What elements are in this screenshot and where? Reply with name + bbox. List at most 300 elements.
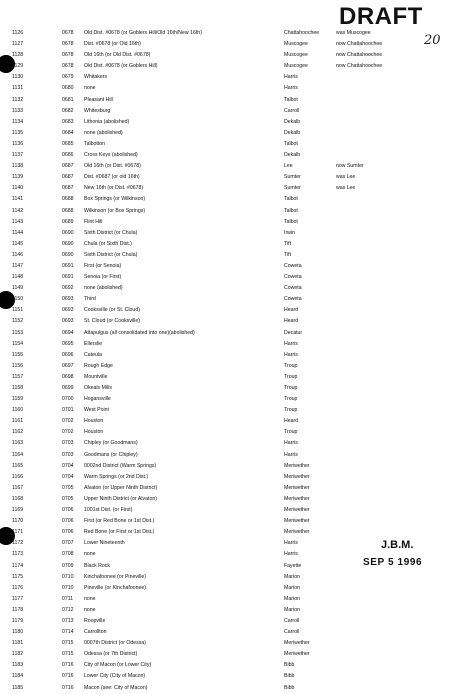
district-number: 0703 <box>62 451 74 458</box>
row-id: 1131 <box>12 85 24 92</box>
table-row <box>0 172 456 183</box>
county-name: Harris <box>284 540 298 547</box>
row-id: 1163 <box>12 440 24 447</box>
county-name: Harris <box>284 551 298 558</box>
district-number: 0691 <box>62 274 74 281</box>
county-name: Talbot <box>284 96 298 103</box>
district-number: 0679 <box>62 74 74 81</box>
district-name: none <box>84 551 96 558</box>
district-number: 0702 <box>62 418 74 425</box>
district-name: Cooksville (or St. Cloud) <box>84 307 140 314</box>
row-id: 1170 <box>12 518 24 525</box>
county-name: Meriwether <box>284 473 310 480</box>
county-note: was Muscogee <box>336 30 371 36</box>
county-note: was Lee <box>336 174 356 181</box>
district-number: 0682 <box>62 107 74 114</box>
row-id: 1133 <box>12 107 24 114</box>
county-name: Muscogee <box>284 63 308 70</box>
district-number: 0716 <box>62 662 74 669</box>
district-name: Old 16th (or Dist. #0678) <box>84 163 141 170</box>
county-name: Chattahoochee <box>284 30 320 36</box>
district-name: Cateula <box>84 351 102 358</box>
row-id: 1179 <box>12 617 24 624</box>
row-id: 1143 <box>12 218 24 225</box>
district-number: 0696 <box>62 351 74 358</box>
row-id: 1182 <box>12 651 24 658</box>
table-row <box>0 250 456 261</box>
stamp-initials: J.B.M. <box>381 539 414 551</box>
county-name: Decatur <box>284 329 303 336</box>
district-number: 0678 <box>62 30 74 36</box>
table-row <box>0 150 456 161</box>
county-name: Marion <box>284 606 300 613</box>
row-id: 1181 <box>12 640 24 647</box>
row-id: 1155 <box>12 351 24 358</box>
table-row <box>0 572 456 583</box>
row-id: 1160 <box>12 407 24 414</box>
county-name: Coweta <box>284 262 302 269</box>
row-id: 1149 <box>12 285 24 292</box>
district-name: Ellerslie <box>84 340 103 347</box>
district-name: Roopville <box>84 617 106 624</box>
table-row <box>0 228 456 239</box>
district-number: 0715 <box>62 651 74 658</box>
county-name: Lee <box>284 163 293 170</box>
county-name: Talbot <box>284 140 298 147</box>
county-name: Sumter <box>284 174 301 181</box>
county-name: Fayette <box>284 562 302 569</box>
county-name: Dekalb <box>284 129 301 136</box>
table-row <box>0 305 456 316</box>
county-name: Coweta <box>284 296 302 303</box>
district-number: 0678 <box>62 41 74 48</box>
row-id: 1176 <box>12 584 24 591</box>
district-name: St. Cloud (or Cooksville) <box>84 318 140 325</box>
table-row <box>0 671 456 682</box>
row-id: 1152 <box>12 318 24 325</box>
county-name: Tift <box>284 240 292 247</box>
table-row <box>0 472 456 483</box>
district-name: Dist. #0687 (or old 16th) <box>84 174 140 181</box>
district-name: none (abolished) <box>84 285 123 292</box>
row-id: 1162 <box>12 429 24 436</box>
row-id: 1165 <box>12 462 24 469</box>
table-row <box>0 61 456 72</box>
table-row <box>0 283 456 294</box>
district-name: Attapulgus (all consolidated into one)(abolished) <box>84 329 195 336</box>
row-id: 1159 <box>12 396 24 403</box>
county-name: Meriwether <box>284 462 310 469</box>
district-name: 0002nd District (Warm Springs) <box>84 462 157 469</box>
row-id: 1141 <box>12 196 24 203</box>
county-name: Marion <box>284 595 300 602</box>
table-row <box>0 594 456 605</box>
district-name: Chipley (or Goodmans) <box>84 440 138 447</box>
district-number: 0704 <box>62 462 74 469</box>
district-name: none (abolished) <box>84 129 123 136</box>
county-name: Troup <box>284 385 298 391</box>
table-row <box>0 106 456 117</box>
district-number: 0701 <box>62 407 74 414</box>
district-name: Lithonia (abolished) <box>84 118 130 125</box>
table-row <box>0 438 456 449</box>
county-name: Coweta <box>284 274 302 281</box>
district-name: First (or Senoia) <box>84 262 122 269</box>
table-row <box>0 361 456 372</box>
district-name: none <box>84 85 96 92</box>
district-number: 0705 <box>62 495 74 502</box>
row-id: 1171 <box>12 529 24 536</box>
county-name: Carroll <box>284 617 300 624</box>
district-name: First (or Red Bone or 1st Dist.) <box>84 518 155 525</box>
table-row <box>0 483 456 494</box>
district-name: Flint Hill <box>84 218 103 225</box>
district-name: New 16th (or Dist. #0678) <box>84 185 144 192</box>
county-name: Meriwether <box>284 651 310 658</box>
row-id: 1169 <box>12 507 24 514</box>
county-name: Talbot <box>284 218 298 225</box>
row-id: 1137 <box>12 152 24 159</box>
district-number: 0678 <box>62 52 74 59</box>
district-name: Pleasant Hill <box>84 96 113 103</box>
county-name: Sumter <box>284 185 301 192</box>
table-row <box>0 239 456 250</box>
table-row <box>0 50 456 61</box>
district-number: 0693 <box>62 296 74 303</box>
table-row <box>0 261 456 272</box>
district-number: 0690 <box>62 229 74 236</box>
county-name: Harris <box>284 440 298 447</box>
table-row <box>0 461 456 472</box>
county-name: Marion <box>284 584 300 591</box>
handwritten-page-number: 20 <box>424 33 441 48</box>
district-number: 0687 <box>62 163 74 170</box>
district-name: Chula (or Sixth Dist.) <box>84 240 132 247</box>
district-number: 0709 <box>62 562 74 569</box>
district-number: 0695 <box>62 340 74 347</box>
county-name: Carroll <box>284 107 300 114</box>
district-name: Rough Edge <box>84 362 113 369</box>
district-name: Talbotton <box>84 140 106 147</box>
table-row <box>0 83 456 94</box>
district-number: 0706 <box>62 529 74 536</box>
table-row <box>0 161 456 172</box>
county-name: Meriwether <box>284 518 310 525</box>
district-number: 0699 <box>62 385 74 391</box>
table-row <box>0 416 456 427</box>
row-id: 1157 <box>12 373 24 380</box>
district-number: 0716 <box>62 673 74 680</box>
district-name: Upper Ninth District (or Alvaton) <box>84 495 157 502</box>
county-name: Muscogee <box>284 52 308 59</box>
county-name: Meriwether <box>284 495 310 502</box>
county-name: Troup <box>284 396 298 403</box>
county-name: Bibb <box>284 662 295 669</box>
row-id: 1166 <box>12 473 24 480</box>
district-name: Lower City (City of Macon) <box>84 673 146 680</box>
district-name: Hogansville <box>84 396 111 403</box>
row-id: 1168 <box>12 495 24 502</box>
row-id: 1126 <box>12 30 24 36</box>
table-row <box>0 527 456 538</box>
county-name: Carroll <box>284 629 300 636</box>
district-number: 0706 <box>62 518 74 525</box>
row-id: 1153 <box>12 329 24 336</box>
table-row <box>0 394 456 405</box>
row-id: 1140 <box>12 185 24 192</box>
county-note: was Lee <box>336 185 356 192</box>
table-row <box>0 405 456 416</box>
county-name: Coweta <box>284 285 302 292</box>
district-name: Old Dist. #0678 (or Goblers Hill) <box>84 63 158 70</box>
county-name: Troup <box>284 407 298 414</box>
district-number: 0712 <box>62 606 74 613</box>
row-id: 1178 <box>12 606 24 613</box>
table-row <box>0 72 456 83</box>
district-name: Sixth District (or Chula) <box>84 229 138 236</box>
county-name: Harris <box>284 340 298 347</box>
county-name: Talbot <box>284 207 298 214</box>
county-name: Troup <box>284 362 298 369</box>
district-name: Okeals Mills <box>84 385 112 391</box>
row-id: 1150 <box>12 296 24 303</box>
table-row <box>0 194 456 205</box>
row-id: 1138 <box>12 163 24 170</box>
district-number: 0691 <box>62 262 74 269</box>
row-id: 1154 <box>12 340 24 347</box>
table-row <box>0 206 456 217</box>
district-number: 0703 <box>62 440 74 447</box>
row-id: 1130 <box>12 74 24 81</box>
district-name: Odessa (or 7th District) <box>84 651 138 658</box>
row-id: 1145 <box>12 240 24 247</box>
county-name: Bibb <box>284 673 295 680</box>
district-name: Alvaton (or Upper Ninth District) <box>84 484 158 491</box>
table-row <box>0 494 456 505</box>
district-number: 0698 <box>62 373 74 380</box>
district-number: 0704 <box>62 473 74 480</box>
district-number: 0687 <box>62 174 74 181</box>
table-row <box>0 649 456 660</box>
row-id: 1135 <box>12 129 24 136</box>
county-name: Heard <box>284 318 299 325</box>
county-name: Tift <box>284 251 292 258</box>
county-note: now Chattahoochee <box>336 63 383 70</box>
row-id: 1174 <box>12 562 24 569</box>
district-number: 0694 <box>62 329 74 336</box>
district-number: 0680 <box>62 85 74 92</box>
county-name: Troup <box>284 373 298 380</box>
district-number: 0706 <box>62 507 74 514</box>
district-number: 0689 <box>62 218 74 225</box>
district-number: 0708 <box>62 551 74 558</box>
county-name: Harris <box>284 451 298 458</box>
district-name: Whitakers <box>84 74 108 81</box>
district-name: City of Macon (or Lower City) <box>84 662 152 669</box>
row-id: 1144 <box>12 229 24 236</box>
district-number: 0688 <box>62 196 74 203</box>
row-id: 1139 <box>12 174 24 181</box>
table-row <box>0 183 456 194</box>
table-row <box>0 95 456 106</box>
district-name: Kinchafoonee (or Pineville) <box>84 573 146 580</box>
district-number: 0715 <box>62 640 74 647</box>
table-row <box>0 505 456 516</box>
district-name: Whitesburg <box>84 107 111 114</box>
district-number: 0710 <box>62 573 74 580</box>
district-number: 0693 <box>62 318 74 325</box>
row-id: 1156 <box>12 362 24 369</box>
county-name: Talbot <box>284 196 298 203</box>
county-name: Bibb <box>284 684 295 691</box>
district-number: 0687 <box>62 185 74 192</box>
district-number: 0707 <box>62 540 74 547</box>
district-number: 0692 <box>62 285 74 292</box>
table-row <box>0 516 456 527</box>
county-name: Troup <box>284 429 298 436</box>
district-name: none <box>84 606 96 613</box>
district-name: Old 16th (or Old Dist. #0678) <box>84 52 151 59</box>
row-id: 1146 <box>12 251 24 258</box>
district-number: 0716 <box>62 684 74 691</box>
district-name: Goodmans (or Chipley) <box>84 451 138 458</box>
county-name: Dekalb <box>284 118 301 125</box>
district-number: 0685 <box>62 140 74 147</box>
district-name: Mountville <box>84 373 108 380</box>
district-name: Old Dist. #0678 (or Goblers Hill/Old 16th/New 16th) <box>84 30 202 36</box>
district-number: 0710 <box>62 584 74 591</box>
table-row <box>0 316 456 327</box>
row-id: 1180 <box>12 629 24 636</box>
table-row <box>0 350 456 361</box>
district-name: Sixth District (or Chula) <box>84 251 138 258</box>
county-note: now Chattahoochee <box>336 41 383 48</box>
row-id: 1185 <box>12 684 24 691</box>
district-number: 0714 <box>62 629 74 636</box>
table-row <box>0 616 456 627</box>
row-id: 1128 <box>12 52 24 59</box>
table-row <box>0 39 456 50</box>
district-name: Wilkinson (or Box Springs) <box>84 207 146 214</box>
district-name: Houston <box>84 429 104 436</box>
row-id: 1184 <box>12 673 24 680</box>
district-name: Red Bone (or First or 1st Dist.) <box>84 529 155 536</box>
district-name: Macon (see: City of Macon) <box>84 684 148 691</box>
row-id: 1148 <box>12 274 24 281</box>
row-id: 1177 <box>12 595 24 602</box>
district-listing <box>0 28 456 694</box>
table-row <box>0 217 456 228</box>
county-name: Harris <box>284 85 298 92</box>
district-name: Black Rock <box>84 562 110 569</box>
row-id: 1158 <box>12 385 24 391</box>
district-number: 0705 <box>62 484 74 491</box>
table-row <box>0 372 456 383</box>
district-number: 0683 <box>62 118 74 125</box>
county-name: Meriwether <box>284 529 310 536</box>
county-name: Meriwether <box>284 484 310 491</box>
county-name: Dekalb <box>284 152 301 159</box>
table-row <box>0 117 456 128</box>
table-row <box>0 28 456 39</box>
county-note: now Chattahoochee <box>336 52 383 59</box>
county-name: Harris <box>284 351 298 358</box>
district-number: 0700 <box>62 396 74 403</box>
table-row <box>0 139 456 150</box>
district-number: 0693 <box>62 307 74 314</box>
county-name: Marion <box>284 573 300 580</box>
county-name: Muscogee <box>284 41 308 48</box>
district-number: 0678 <box>62 63 74 70</box>
table-row <box>0 627 456 638</box>
table-row <box>0 427 456 438</box>
row-id: 1127 <box>12 41 24 48</box>
district-name: Third <box>84 296 96 303</box>
table-row <box>0 128 456 139</box>
district-number: 0702 <box>62 429 74 436</box>
county-name: Meriwether <box>284 640 310 647</box>
table-row <box>0 660 456 671</box>
district-name: Carrollton <box>84 629 107 636</box>
district-name: Warm Springs (or 2nd Dist.) <box>84 473 149 480</box>
district-number: 0686 <box>62 152 74 159</box>
table-row <box>0 328 456 339</box>
district-number: 0713 <box>62 617 74 624</box>
district-number: 0690 <box>62 240 74 247</box>
row-id: 1134 <box>12 118 24 125</box>
row-id: 1129 <box>12 63 24 70</box>
row-id: 1175 <box>12 573 24 580</box>
district-number: 0690 <box>62 251 74 258</box>
table-row <box>0 383 456 394</box>
district-name: Pineville (or Kinchafoonee) <box>84 584 146 591</box>
district-number: 0711 <box>62 595 74 602</box>
district-number: 0697 <box>62 362 74 369</box>
row-id: 1151 <box>12 307 24 314</box>
row-id: 1173 <box>12 551 24 558</box>
row-id: 1136 <box>12 140 24 147</box>
district-name: Senoia (or First) <box>84 274 122 281</box>
district-name: 1001st Dist. (or First) <box>84 507 133 514</box>
district-number: 0684 <box>62 129 74 136</box>
district-name: Houston <box>84 418 104 425</box>
county-name: Harris <box>284 74 298 81</box>
draft-heading: DRAFT <box>339 3 423 30</box>
district-number: 0688 <box>62 207 74 214</box>
district-name: 0007th District (or Odessa) <box>84 640 146 647</box>
table-row <box>0 339 456 350</box>
district-name: Lower Nineteenth <box>84 540 125 547</box>
district-name: none <box>84 595 96 602</box>
row-id: 1161 <box>12 418 24 425</box>
table-row <box>0 605 456 616</box>
table-row <box>0 683 456 694</box>
county-name: Meriwether <box>284 507 310 514</box>
row-id: 1164 <box>12 451 24 458</box>
county-note: now Sumter <box>336 163 364 170</box>
row-id: 1172 <box>12 540 24 547</box>
table-row <box>0 272 456 283</box>
district-name: Box Springs (or Wilkinson) <box>84 196 146 203</box>
county-name: Heard <box>284 307 299 314</box>
row-id: 1167 <box>12 484 24 491</box>
county-name: Irwin <box>284 229 295 236</box>
table-row <box>0 638 456 649</box>
table-row <box>0 583 456 594</box>
table-row <box>0 294 456 305</box>
table-row <box>0 450 456 461</box>
district-name: Dist. #0678 (or Old 16th) <box>84 41 141 48</box>
